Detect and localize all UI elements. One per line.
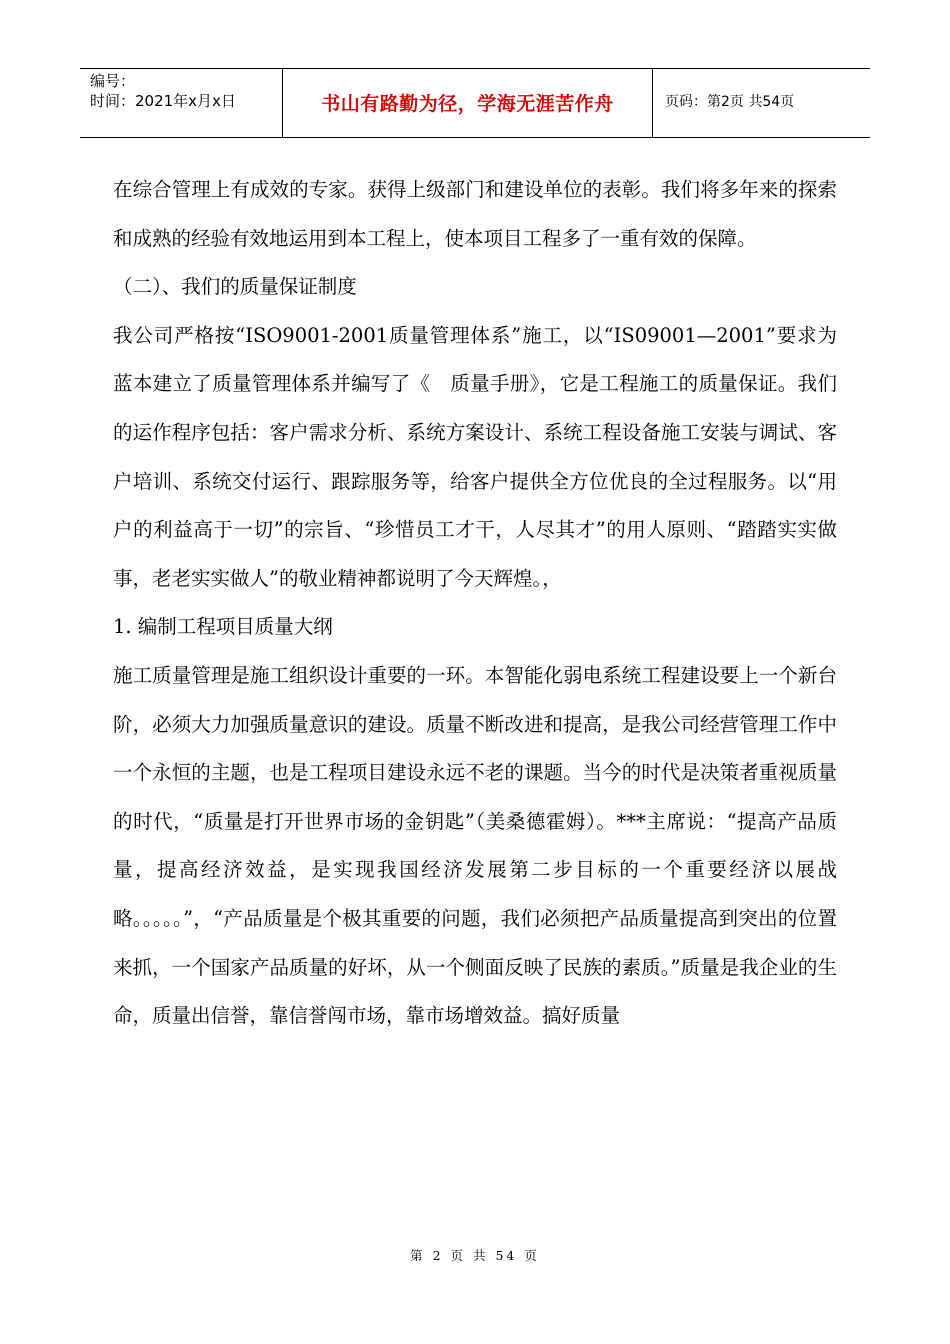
paragraph-intro: 在综合管理上有成效的专家。获得上级部门和建设单位的表彰。我们将多年来的探索和成熟的经验有效地运用到本工程上，使本项目工程多了一重有效的保障。 [113,178,837,250]
header-page-cell [653,69,870,137]
header-motto: 书山有路勤为径，学海无涯苦作舟 [321,93,614,115]
header-page-number: 页码：第2页 共54页 [665,94,795,110]
paragraph-quality-system: 我公司严格按“ISO9001-2001质量管理体系”施工，以“IS09001—2001”要求为蓝本建立了质量管理体系并编写了《 质量手册》，它是工程施工的质量保证。我们的运作程序包括：客户需求分析、系统方案设计、系统工程设备施工安装与调试、客户培训、系统交付运行、跟踪服务等，给客户提供全方位优良的全过程服务。以“用户的利益高于一切”的宗旨、“珍惜员工才干，人尽其才”的用人原则、“踏踏实实做事，老老实实做人”的敬业精神都说明了今天辉煌。， [113,323,837,590]
page-footer: 第 2 页 共 54 页 [410,1248,540,1263]
document-number-label: 编号： [90,72,136,90]
header-motto-cell [283,69,653,137]
section-heading-quality-outline: 1. 编制工程项目质量大纲 [113,615,333,639]
document-body [113,166,837,1041]
section-heading-quality-system: （二）、我们的质量保证制度 [113,275,357,299]
document-time-label: 时间：2021年x月x日 [90,92,236,110]
header-meta-cell [80,69,283,137]
paragraph-quality-outline: 施工质量管理是施工组织设计重要的一环。本智能化弱电系统工程建设要上一个新台阶，必须大力加强质量意识的建设。质量不断改进和提高，是我公司经营管理工作中一个永恒的主题，也是工程项目建设永远不老的课题。当今的时代是决策者重视质量的时代，“质量是打开世界市场的金钥匙”（美桑德霍姆）。***主席说：“提高产品质量，提高经济效益，是实现我国经济发展第二步目标的一个重要经济以展战略。。。。。”，“产品质量是个极其重要的问题，我们必须把产品质量提高到突出的位置来抓，一个国家产品质量的好坏，从一个侧面反映了民族的素质。”质量是我企业的生命，质量出信誉，靠信誉闯市场，靠市场增效益。搞好质量 [113,663,837,1028]
document-header [80,68,870,138]
